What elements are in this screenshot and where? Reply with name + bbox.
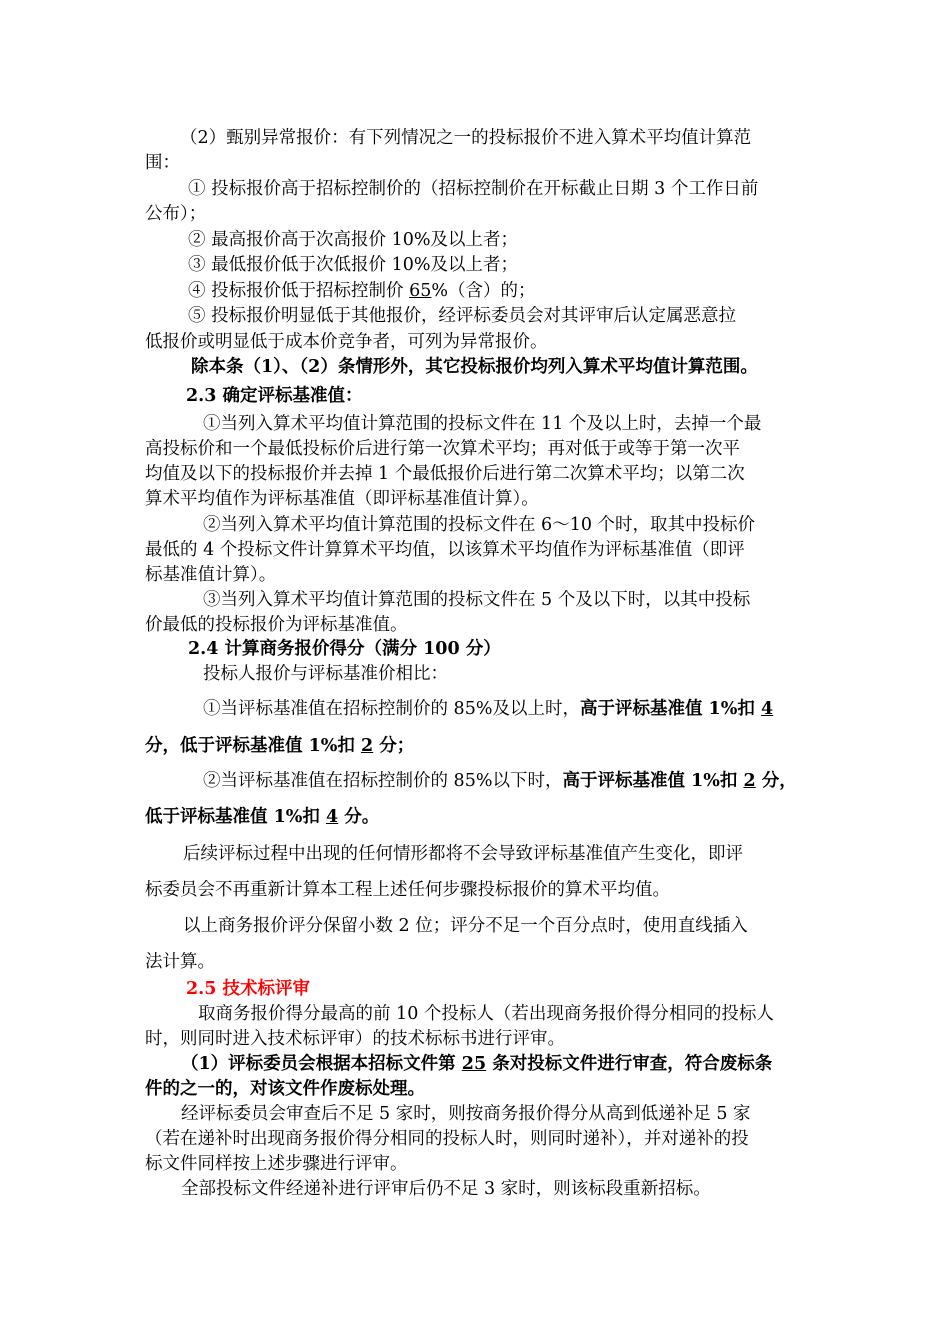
abnormal-item-5: ⑤ 投标报价明显低于其他报价，经评标委员会对其评审后认定属恶意拉 <box>188 306 737 326</box>
benchmark-rule-2-l2: 最低的 4 个投标文件计算算术平均值，以该算术平均值作为评标基准值（即评 <box>145 540 745 560</box>
abnormal-quote-title-cont: 围： <box>145 153 180 173</box>
section-2-3-heading: 2.3 确定评标基准值： <box>186 386 363 406</box>
benchmark-fixed-note-cont: 标委员会不再重新计算本工程上述任何步骤投标报价的算术平均值。 <box>145 880 670 900</box>
abnormal-item-5-cont: 低报价或明显低于成本价竞争者，可列为异常报价。 <box>145 332 548 352</box>
abnormal-item-3: ③ 最低报价低于次低报价 10%及以上者； <box>188 255 519 275</box>
benchmark-fixed-note: 后续评标过程中出现的任何情形都将不会导致评标基准值产生变化，即评 <box>183 844 743 864</box>
benchmark-rule-2: ②当列入算术平均值计算范围的投标文件在 6～10 个时，取其中投标价 <box>203 515 756 535</box>
section-2-4-heading: 2.4 计算商务报价得分（满分 100 分） <box>188 639 501 659</box>
rounding-note: 以上商务报价评分保留小数 2 位；评分不足一个百分点时，使用直线插入 <box>183 916 748 936</box>
disqualification-rule-text: （1）评标委员会根据本招标文件第 <box>181 1054 462 1074</box>
deduction-rule-1-cont <box>145 735 414 757</box>
deduction-rule-2-above: 高于评标基准值 1%扣 <box>562 771 744 791</box>
benchmark-rule-1-l3: 均值及以下的投标报价并去掉 1 个最低报价后进行第二次算术平均；以第二次 <box>145 464 745 484</box>
deduction-rule-2-condition: ②当评标基准值在招标控制价的 85%以下时， <box>203 771 563 791</box>
rebid-rule: 全部投标文件经递补进行评审后仍不足 3 家时，则该标段重新招标。 <box>181 1179 711 1199</box>
disqualification-rule <box>181 1053 772 1075</box>
benchmark-rule-3-l2: 价最低的投标报价为评标基准值。 <box>145 615 408 635</box>
benchmark-rule-2-l3: 标基准值计算）。 <box>145 565 277 585</box>
deduction-rule-2-below-points: 4 <box>326 807 339 827</box>
technical-review-scope: 取商务报价得分最高的前 10 个投标人（若出现商务报价得分相同的投标人 <box>198 1004 774 1024</box>
abnormal-quote-title: （2）甄别异常报价：有下列情况之一的投标报价不进入算术平均值计算范 <box>180 128 752 148</box>
deduction-rule-2 <box>203 770 797 792</box>
abnormal-item-4 <box>188 280 536 302</box>
technical-review-scope-cont: 时，则同时进入技术标评审）的技术标标书进行评审。 <box>145 1029 565 1049</box>
deduction-rule-2-end: 分。 <box>338 807 380 827</box>
deduction-rule-1-below: 分，低于评标基准值 1%扣 <box>145 736 361 756</box>
abnormal-item-1: ① 投标报价高于招标控制价的（招标控制价在开标截止日期 3 个工作日前 <box>188 179 759 199</box>
deduction-rule-1-above: 高于评标基准值 1%扣 <box>579 699 761 719</box>
deduction-rule-1-condition: ①当评标基准值在招标控制价的 85%及以上时， <box>203 699 580 719</box>
replenishment-rule-l3: 标文件同样按上述步骤进行评审。 <box>145 1154 408 1174</box>
replenishment-rule: 经评标委员会审查后不足 5 家时，则按商务报价得分从高到低递补足 5 家 <box>181 1104 751 1124</box>
deduction-rule-1 <box>203 698 773 720</box>
deduction-rule-2-cont <box>145 806 379 828</box>
deduction-rule-2-comma: 分， <box>755 771 797 791</box>
benchmark-rule-1-l2: 高投标价和一个最低投标价后进行第一次算术平均；再对低于或等于第一次平 <box>145 439 740 459</box>
price-comparison-intro: 投标人报价与评标基准价相比： <box>203 664 448 684</box>
abnormal-item-4-text: ④ 投标报价低于招标控制价 <box>188 281 410 301</box>
deduction-rule-1-end: 分； <box>373 736 415 756</box>
inclusion-summary: 除本条（1）、（2）条情形外，其它投标报价均列入算术平均值计算范围。 <box>191 357 758 377</box>
benchmark-rule-1-l4: 算术平均值作为评标基准值（即评标基准值计算）。 <box>145 489 539 509</box>
deduction-rule-1-below-points: 2 <box>361 736 374 756</box>
abnormal-item-4-suffix: %（含）的； <box>431 281 536 301</box>
deduction-rule-1-above-points: 4 <box>760 699 774 719</box>
article-number: 25 <box>461 1054 487 1074</box>
replenishment-rule-l2: （若在递补时出现商务报价得分相同的投标人时，则同时递补），并对递补的投 <box>145 1129 749 1149</box>
disqualification-rule-cont: 件的之一的，对该文件作废标处理。 <box>145 1079 425 1099</box>
abnormal-item-2: ② 最高报价高于次高报价 10%及以上者； <box>188 230 519 250</box>
benchmark-rule-1: ①当列入算术平均值计算范围的投标文件在 11 个及以上时，去掉一个最 <box>203 414 762 434</box>
benchmark-rule-3: ③当列入算术平均值计算范围的投标文件在 5 个及以下时，以其中投标 <box>203 590 751 610</box>
rounding-note-cont: 法计算。 <box>145 952 215 972</box>
section-2-5-heading: 2.5 技术标评审 <box>186 979 311 999</box>
control-price-percent: 65 <box>409 281 432 301</box>
abnormal-item-1-cont: 公布）； <box>145 204 207 224</box>
deduction-rule-2-above-points: 2 <box>743 771 756 791</box>
deduction-rule-2-below: 低于评标基准值 1%扣 <box>145 807 326 827</box>
disqualification-rule-suffix: 条对投标文件进行审查，符合废标条 <box>486 1054 773 1074</box>
